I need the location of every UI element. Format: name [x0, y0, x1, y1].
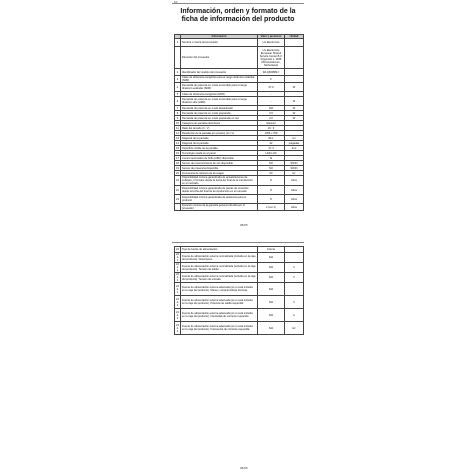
row-label: Nombre o marca del proveedor [181, 39, 258, 47]
row-label: Resolución de la pantalla (en píxeles) (H x V) [181, 131, 258, 136]
row-value: televisor [258, 121, 285, 126]
row-value: Sí [258, 156, 285, 161]
row-value: F [258, 76, 285, 83]
row-value: LG Electronics [258, 39, 285, 47]
row-label: Tecnología usada en el panel [181, 151, 258, 156]
row-number: 10 [176, 121, 179, 125]
row-unit [285, 39, 304, 47]
row-value: LG Electronics European Shared Service Center B.V. Krijgsman 1, 1186 DM Amstelveen, Netherlands [258, 47, 285, 69]
row-label: Control automático de brillo (ABC) disponible [181, 156, 258, 161]
row-value: 60 [258, 171, 285, 176]
row-number: 24.2.3 [176, 310, 179, 320]
row-number: 24.1.2 [176, 263, 179, 272]
row-label: Diagonal de la pantalla [181, 141, 258, 146]
row-label: Duración mínima de la garantía general ofrecida por el proveedor [181, 204, 258, 211]
row-unit: dm² [285, 146, 304, 151]
row-number: 23 [175, 195, 181, 204]
document-title: Información, orden y formato de la ficha de información del producto [180, 8, 296, 23]
top-divider [172, 3, 304, 4]
page-footer-code: 06/05 [240, 223, 248, 227]
row-value: LED LCD [258, 151, 285, 156]
row-value: 0.5 [258, 111, 285, 116]
table-row [175, 76, 304, 83]
table-row [175, 322, 304, 335]
row-number: 17 [176, 156, 179, 160]
row-value: N/A [258, 273, 285, 283]
table-row [175, 195, 304, 204]
row-value: N/A [258, 283, 285, 296]
table-row [175, 97, 304, 106]
row-number: 24.1.1 [176, 253, 179, 262]
spec-sheet-page-2 [0, 236, 476, 476]
row-label: Dirección del proveedor [181, 47, 258, 69]
row-number: 19 [176, 166, 179, 170]
row-number: 8 [175, 111, 181, 116]
row-label: Identificador del modelo del proveedor [181, 69, 258, 76]
row-label: Diagonal de la pantalla [181, 136, 258, 141]
table-row [175, 47, 304, 69]
row-label: Disponibilidad mínima garantizada de actualizaciones de software y firmware desde la fecha del final de la introducción en el mercado [181, 176, 258, 186]
row-number: 24.2.1 [176, 284, 179, 294]
row-label: Fuente de alimentación externa adecuada (si no está incluida en la caja del producto). Potencia de salida requerida [181, 296, 258, 309]
row-value: 32 [258, 141, 285, 146]
row-number: 6 [175, 97, 181, 106]
row-value: N/A [258, 106, 285, 111]
header-unit: Unidad [285, 35, 304, 39]
row-unit [285, 253, 304, 263]
row-number: 9 [175, 116, 181, 121]
spec-sheet-page-1 [0, 0, 476, 230]
row-value: 8 [258, 176, 285, 186]
top-divider [172, 242, 304, 243]
row-value: 2.0 [258, 116, 285, 121]
row-label: Fuente de alimentación externa adecuada (si no está incluida en la caja del producto). Intensidad de corriente requerida [181, 309, 258, 322]
row-label: Demanda de potencia en modo encendido para el rango dinámico alto (HDR) [181, 97, 258, 106]
row-unit: W [285, 116, 304, 121]
table-row [175, 204, 304, 211]
power-supply-table [174, 246, 304, 335]
table-row [175, 309, 304, 322]
table-row [175, 39, 304, 47]
table-row [175, 283, 304, 296]
row-unit: pulgadas [285, 141, 304, 146]
row-label: Demanda de potencia en modo desactivado [181, 106, 258, 111]
row-number: 24.2.2 [176, 297, 179, 307]
row-unit: V [285, 263, 304, 273]
row-value: 8 [258, 186, 285, 195]
row-unit: W [285, 83, 304, 92]
row-label: Tipo de fuente de alimentación [181, 247, 258, 253]
row-value: 1366 x 768 [258, 131, 285, 136]
row-unit: W [285, 97, 304, 106]
row-number: 1 [175, 39, 181, 47]
header-value: Valor y precisión [258, 35, 285, 39]
row-value: N/A [258, 296, 285, 309]
header-information: Información [181, 35, 258, 39]
row-number: 15 [176, 146, 179, 150]
row-value: - [258, 92, 285, 97]
row-unit: V [285, 273, 304, 283]
row-number: 22 [175, 186, 181, 195]
row-value: NO [258, 166, 285, 171]
row-value: - [258, 97, 285, 106]
row-label: Clase de eficiencia energética (HDR) [181, 92, 258, 97]
table-row [175, 186, 304, 195]
row-value: 27.4 [258, 146, 285, 151]
row-number: 14 [176, 141, 179, 145]
row-number: 3 [175, 76, 181, 83]
row-label: Fuente de alimentación externa normalizada (incluida en la caja del producto). Tensión de entrada [181, 273, 258, 283]
row-number: 7 [175, 106, 181, 111]
row-label: Disponibilidad mínima garantizada de asistencia para el producto [181, 195, 258, 204]
page-footer-code: 06/05 [240, 466, 248, 470]
row-unit: Hz [285, 322, 304, 335]
row-label: Fuente de alimentación externa normalizada (incluida en la caja del producto). Tensión de salida [181, 263, 258, 273]
row-number: 11 [176, 126, 179, 130]
row-label: Fuente de alimentación externa normalizada (incluida en la caja del producto). Descripción. [181, 253, 258, 263]
row-unit: Años [285, 204, 304, 211]
row-value: NO [258, 161, 285, 166]
row-value: 27.0 [258, 83, 285, 92]
table-row [175, 69, 304, 76]
row-number: 5 [175, 92, 181, 97]
page-corner-number: 10 [174, 0, 178, 4]
row-label: Demanda de potencia en modo preparado [181, 111, 258, 116]
row-unit: Hz [285, 171, 304, 176]
row-number: 21 [175, 176, 181, 186]
table-row [175, 273, 304, 283]
row-value: 80.1 [258, 136, 285, 141]
table-row [175, 253, 304, 263]
row-label: Disponibilidad mínima garantizada de piezas de recambio desde la fecha del final de la introducción en el mercado [181, 186, 258, 195]
row-label: Demanda de potencia en modo preparado en red [181, 116, 258, 121]
row-value: N/A [258, 253, 285, 263]
row-unit: SÍ/NO [285, 161, 304, 166]
row-label: Fuente de alimentación externa adecuada (si no está incluida en la caja del producto). Marca y características técnicas [181, 283, 258, 296]
row-value: 32LQ600B6LY [258, 69, 285, 76]
row-label: Superficie visible de la pantalla [181, 146, 258, 151]
row-unit: SÍ/NO [285, 166, 304, 171]
row-unit [285, 283, 304, 296]
row-label: Fuente de alimentación externa adecuada (si no está incluida en la caja del producto). Frecuencia de corriente requerida [181, 322, 258, 335]
table-row [175, 176, 304, 186]
row-value: N/A [258, 263, 285, 273]
row-label: Sensor de reconocimiento de voz disponible [181, 161, 258, 166]
row-number: 4 [175, 83, 181, 92]
row-value: N/A [258, 322, 285, 335]
row-unit: cm [285, 136, 304, 141]
table-row [175, 83, 304, 92]
row-label: Ratio del tamaño (h : V) [181, 126, 258, 131]
product-info-table [174, 34, 304, 211]
row-number: 2 [175, 69, 181, 76]
row-number: 12 [176, 131, 179, 135]
table-row [175, 296, 304, 309]
row-number: 16 [176, 151, 179, 155]
row-value: 2 (ver 1) [258, 204, 285, 211]
row-value: 8 [258, 195, 285, 204]
row-value: N/A [258, 309, 285, 322]
row-label: Clase de eficiencia energética para el rango dinámico estándar (SDR) [181, 76, 258, 83]
row-number: 13 [176, 136, 179, 140]
row-unit: V [285, 296, 304, 309]
row-unit [285, 47, 304, 69]
row-unit: A [285, 309, 304, 322]
row-number: 24.2.4 [176, 323, 179, 333]
table-row [175, 263, 304, 273]
row-unit: W [285, 111, 304, 116]
row-unit [285, 76, 304, 83]
row-number: 24.1.3 [176, 273, 179, 282]
row-value: interna [258, 247, 285, 253]
row-unit: W [285, 106, 304, 111]
row-label: Frecuencia de refresco de la imagen [181, 171, 258, 176]
row-number: 20 [176, 171, 179, 175]
row-number: 24 [176, 248, 179, 251]
row-unit [285, 69, 304, 76]
row-label: Demanda de potencia en modo encendido para el rango dinámico estándar (SDR) [181, 83, 258, 92]
row-value: 16 : 9 [258, 126, 285, 131]
row-number: 18 [176, 161, 179, 165]
row-unit: Años [285, 186, 304, 195]
row-unit: Años [285, 176, 304, 186]
row-label: Sensor de presencia disponible [181, 166, 258, 171]
row-unit: Años [285, 195, 304, 204]
row-label: Categoría de pantalla electrónica [181, 121, 258, 126]
